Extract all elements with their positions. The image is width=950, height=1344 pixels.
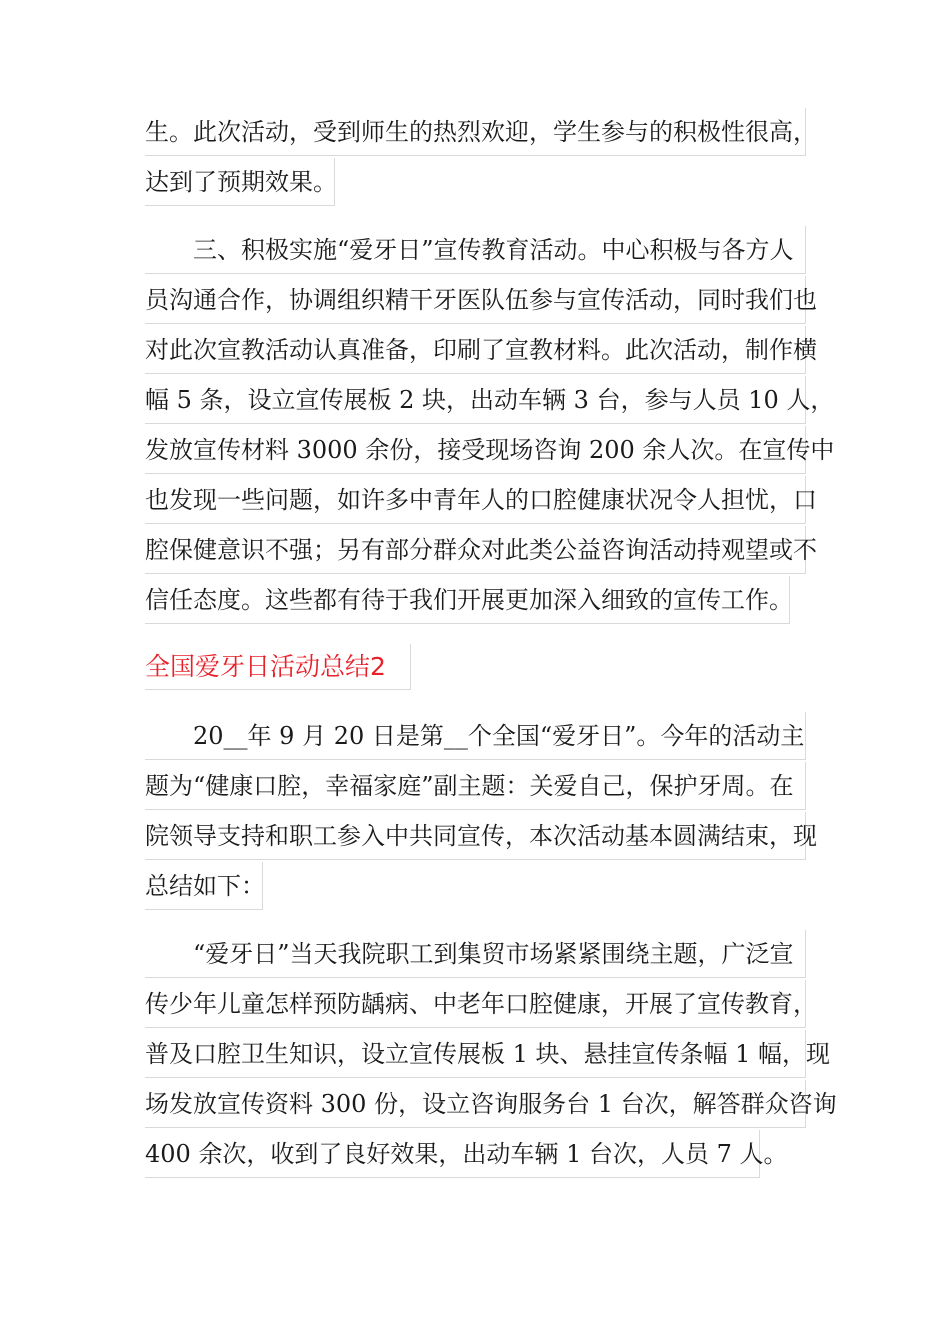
- text-line: 20__年 9 月 20 日是第__个全国“爱牙日”。今年的活动主: [145, 712, 806, 760]
- text-line: 生。此次活动，受到师生的热烈欢迎，学生参与的积极性很高，: [145, 108, 806, 156]
- text-line: 普及口腔卫生知识，设立宣传展板 1 块、悬挂宣传条幅 1 幅，现: [145, 1030, 806, 1078]
- text-line: 三、积极实施“爱牙日”宣传教育活动。中心积极与各方人: [145, 226, 806, 274]
- text-line: 对此次宣教活动认真准备，印刷了宣教材料。此次活动，制作横: [145, 326, 806, 374]
- text-line: 员沟通合作，协调组织精干牙医队伍参与宣传活动，同时我们也: [145, 276, 806, 324]
- section-heading: 全国爱牙日活动总结2: [145, 644, 411, 690]
- text-line: 传少年儿童怎样预防龋病、中老年口腔健康，开展了宣传教育，: [145, 980, 806, 1028]
- text-line: 信任态度。这些都有待于我们开展更加深入细致的宣传工作。: [145, 576, 790, 624]
- text-line: “爱牙日”当天我院职工到集贸市场紧紧围绕主题，广泛宣: [145, 930, 806, 978]
- text-line: 也发现一些问题，如许多中青年人的口腔健康状况令人担忧，口: [145, 476, 806, 524]
- text-line: 发放宣传材料 3000 余份，接受现场咨询 200 余人次。在宣传中: [145, 426, 806, 474]
- text-line: 幅 5 条，设立宣传展板 2 块，出动车辆 3 台，参与人员 10 人，: [145, 376, 806, 424]
- text-line: 腔保健意识不强；另有部分群众对此类公益咨询活动持观望或不: [145, 526, 806, 574]
- text-line: 院领导支持和职工参入中共同宣传，本次活动基本圆满结束，现: [145, 812, 806, 860]
- text-line: 题为“健康口腔，幸福家庭”副主题：关爱自己，保护牙周。在: [145, 762, 806, 810]
- text-line: 总结如下：: [145, 862, 263, 910]
- text-line: 场发放宣传资料 300 份，设立咨询服务台 1 台次，解答群众咨询: [145, 1080, 806, 1128]
- text-line: 达到了预期效果。: [145, 158, 335, 206]
- text-line: 400 余次，收到了良好效果，出动车辆 1 台次，人员 7 人。: [145, 1130, 760, 1178]
